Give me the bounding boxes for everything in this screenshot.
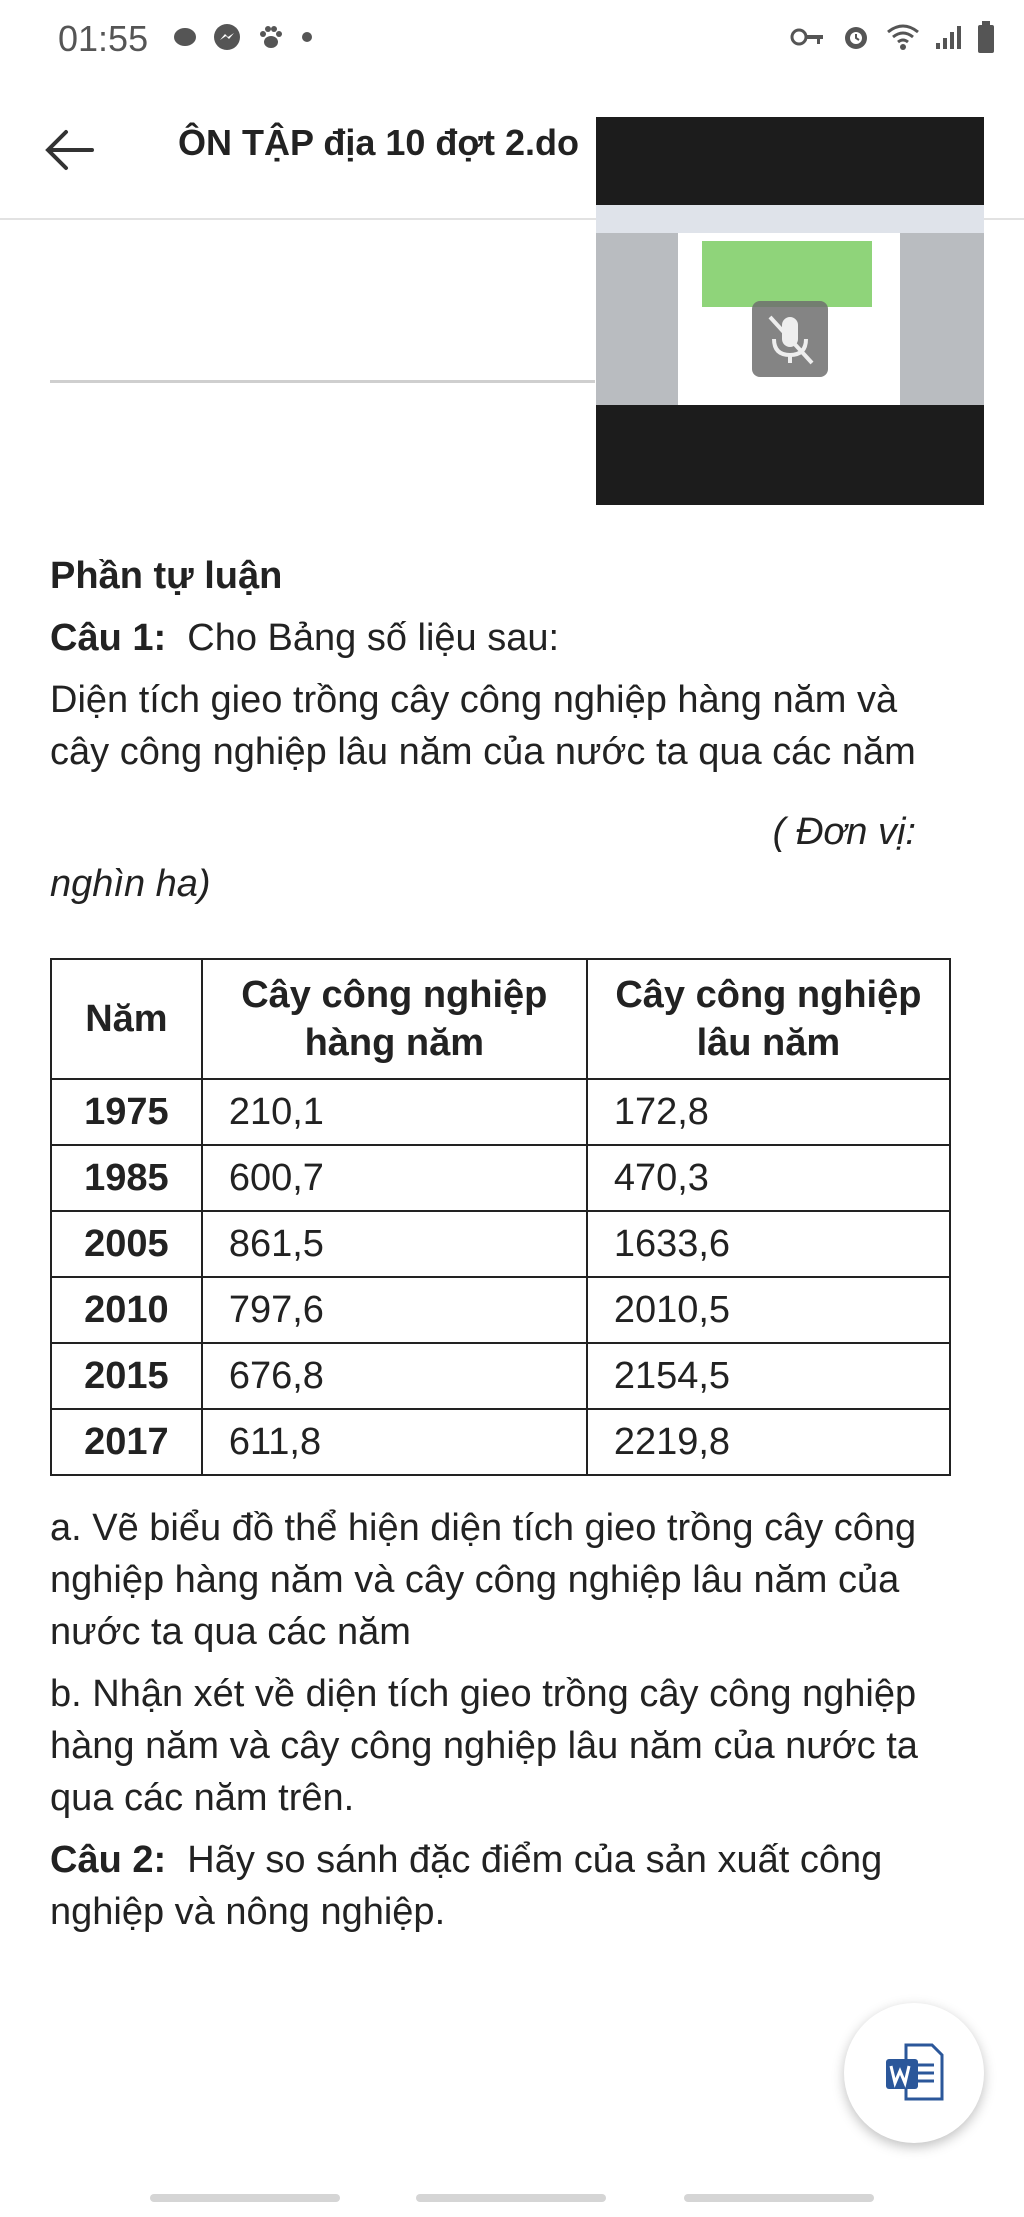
table-cell-perennial: 2154,5: [587, 1343, 950, 1409]
vpn-key-icon: [790, 25, 826, 54]
table-cell-perennial: 2219,8: [587, 1409, 950, 1475]
arrow-left-icon: [38, 118, 102, 182]
signal-icon: [934, 23, 962, 56]
system-icons: [790, 20, 996, 59]
table-caption: Diện tích gieo trồng cây công nghiệp hàng năm và cây công nghiệp lâu năm của nước ta qua các năm: [50, 679, 916, 773]
status-bar: [0, 0, 1024, 80]
data-table: [50, 958, 951, 1476]
table-cell-annual: 600,7: [202, 1145, 587, 1211]
unit-note-part1: ( Đơn vị:: [772, 811, 916, 853]
more-dot-icon: [300, 30, 314, 49]
table-cell-year: 1985: [51, 1145, 202, 1211]
table-cell-annual: 611,8: [202, 1409, 587, 1475]
question-1-text: Cho Bảng số liệu sau:: [187, 617, 560, 659]
question-2-label: Câu 2:: [50, 1839, 167, 1881]
paw-icon: [256, 22, 286, 57]
question-1-label: Câu 1:: [50, 617, 167, 659]
table-cell-year: 2005: [51, 1211, 202, 1277]
messenger-icon: [212, 22, 242, 57]
table-cell-perennial: 2010,5: [587, 1277, 950, 1343]
table-cell-perennial: 470,3: [587, 1145, 950, 1211]
table-cell-year: 2017: [51, 1409, 202, 1475]
wifi-icon: [886, 22, 920, 57]
word-doc-icon: [844, 2003, 984, 2143]
table-row: [51, 1343, 950, 1409]
table-cell-perennial: 172,8: [587, 1079, 950, 1145]
table-row: [51, 1145, 950, 1211]
mic-off-icon: [752, 301, 828, 377]
table-header-year: Năm: [51, 959, 202, 1079]
thumbnail-table: [702, 241, 872, 307]
table-cell-year: 2010: [51, 1277, 202, 1343]
open-in-word-button[interactable]: [844, 2003, 984, 2143]
table-row: [51, 1079, 950, 1145]
table-cell-annual: 676,8: [202, 1343, 587, 1409]
question-2-text: Hãy so sánh đặc điểm của sản xuất công nghiệp và nông nghiệp.: [50, 1839, 883, 1933]
chat-bubble-icon: [172, 24, 198, 55]
nav-home-pill[interactable]: [416, 2194, 606, 2202]
battery-icon: [976, 20, 996, 59]
nav-back-pill[interactable]: [684, 2194, 874, 2202]
table-header-row: [51, 959, 950, 1079]
back-button[interactable]: [38, 118, 102, 182]
table-cell-annual: 861,5: [202, 1211, 587, 1277]
document-title: ÔN TẬP địa 10 đợt 2.do: [178, 122, 579, 163]
mic-off-button[interactable]: [752, 301, 828, 377]
table-header-annual: Cây công nghiệp hàng năm: [202, 959, 587, 1079]
table-row: [51, 1277, 950, 1343]
table-header-perennial: Cây công nghiệp lâu năm: [587, 959, 950, 1079]
table-cell-year: 2015: [51, 1343, 202, 1409]
document-content: [50, 550, 950, 910]
alarm-icon: [840, 21, 872, 58]
table-cell-annual: 797,6: [202, 1277, 587, 1343]
part-b-text: b. Nhận xét về diện tích gieo trồng cây công nghiệp hàng năm và cây công nghiệp lâu năm của nước ta qua các năm trên.: [50, 1673, 918, 1819]
nav-recents-pill[interactable]: [150, 2194, 340, 2202]
video-call-preview[interactable]: [596, 117, 984, 505]
notification-icons: [172, 22, 314, 57]
table-cell-annual: 210,1: [202, 1079, 587, 1145]
table-row: [51, 1409, 950, 1475]
shared-screen-thumbnail: [596, 205, 984, 405]
table-cell-perennial: 1633,6: [587, 1211, 950, 1277]
table-row: [51, 1211, 950, 1277]
question-2: [50, 1834, 970, 1938]
table-cell-year: 1975: [51, 1079, 202, 1145]
part-a-text: a. Vẽ biểu đồ thể hiện diện tích gieo trồng cây công nghiệp hàng năm và cây công nghiệp lâu năm của nước ta qua các năm: [50, 1507, 917, 1653]
section-heading: Phần tự luận: [50, 555, 283, 597]
questions-after-table: [50, 1502, 970, 1948]
unit-note: [50, 806, 950, 910]
status-time: 01:55: [58, 18, 149, 59]
question-1: [50, 612, 950, 664]
page-divider: [50, 380, 595, 383]
thumbnail-toolbar: [596, 205, 984, 233]
unit-note-part2: nghìn ha): [50, 863, 211, 905]
